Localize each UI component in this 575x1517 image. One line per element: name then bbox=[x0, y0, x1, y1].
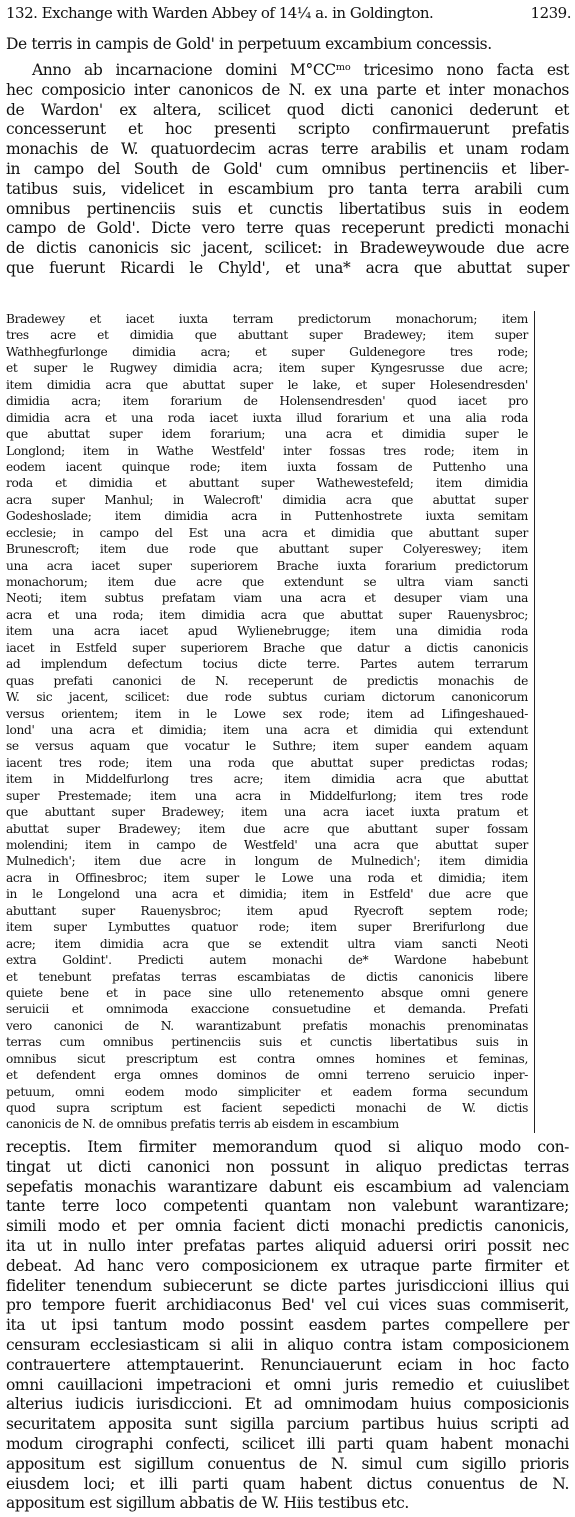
charter-text-upper bbox=[6, 61, 569, 279]
text-line: pro tempore fuerit archidiaconus Bed' vel cui vices suas commiserit, bbox=[6, 1296, 569, 1315]
bounds-line: et defendent erga omnes dominos de omni terreno seruicio inper- bbox=[6, 1068, 528, 1083]
text-line: tante terre loco competenti quantam non valebunt warantizare; bbox=[6, 1197, 569, 1216]
text-line: modum cirographi confecti, scilicet illi parti quam habent monachi bbox=[6, 1434, 569, 1453]
heading-title: 132. Exchange with Warden Abbey of 14¼ a. in Goldington. bbox=[6, 4, 434, 22]
bounds-line: Bradewey et iacet iuxta terram predictorum monachorum; item bbox=[6, 312, 528, 326]
charter-subtitle: De terris in campis de Gold' in perpetuum excambium concessis. bbox=[6, 35, 492, 53]
bounds-line: iacet in Estfeld super superiorem Brache que datur a dictis canonicis bbox=[6, 640, 528, 655]
bounds-line: iacent tres rode; item una roda que abuttat super predictas rodas; bbox=[6, 755, 528, 770]
bounds-line: Godeshoslade; item dimidia acra in Puttenhostrete iuxta semitam bbox=[6, 509, 528, 524]
text-line: securitatem apposita sunt sigilla parcium partibus huius scripti ad bbox=[6, 1415, 569, 1434]
text-line: campo de Gold'. Dicte vero terre quas receperunt predicti monachi bbox=[6, 219, 569, 238]
bounds-line: extra Goldint'. Predicti autem monachi de* Wardone habebunt bbox=[6, 953, 528, 968]
text-line: sepefatis monachis warantizare dabunt eis escambium ad valenciam bbox=[6, 1177, 569, 1196]
bounds-line: seruicii et omnimoda exaccione consuetudine et demanda. Prefati bbox=[6, 1002, 528, 1017]
text-line: Anno ab incarnacione domini M°CCᵐᵒ tricesimo nono facta est bbox=[32, 61, 569, 79]
text-line: appositum est sigillum conuentus de N. simul cum sigillo prioris bbox=[6, 1454, 569, 1473]
bounds-line: abuttant super Rauenysbroc; item apud Ryecroft septem rode; bbox=[6, 903, 528, 918]
bounds-line: et tenebunt prefatas terras escambiatas de dictis canonicis libere bbox=[6, 969, 528, 984]
text-line: eiusdem loci; et illi parti quam habent dictus conuentus de N. bbox=[6, 1474, 569, 1493]
bounds-line: acra et una roda; item dimidia acra que abuttat super Rauenysbroc; bbox=[6, 607, 528, 622]
text-line: concesserunt et hoc presenti scripto confirmauerunt prefatis bbox=[6, 120, 569, 139]
text-line: in campo del South de Gold' cum omnibus pertinenciis et liber- bbox=[6, 159, 569, 178]
bounds-line: que abuttant super Bradewey; item una acra iacet iuxta pratum et bbox=[6, 805, 528, 820]
bounds-line: Mulnedich'; item due acre in longum de Mulnedich'; item dimidia bbox=[6, 854, 528, 869]
bounds-line: acre; item dimidia acra que se extendit ultra viam sancti Neoti bbox=[6, 936, 528, 951]
text-line: simili modo et per omnia facient dicti monachi predictis canonicis, bbox=[6, 1217, 569, 1236]
text-line: de Wardon' ex altera, scilicet quod dicti canonici dederunt et bbox=[6, 100, 569, 119]
text-line: tingat ut dicti canonici non possunt in aliquo predictas terras bbox=[6, 1157, 569, 1176]
bounds-line: dimidia acra; item forarium de Holensendresden' quod iacet pro bbox=[6, 394, 528, 409]
bounds-line: acra in Offinesbroc; item super le Lowe una roda et dimidia; item bbox=[6, 870, 528, 885]
bounds-line: item una acra iacet apud Wylienebrugge; item una dimidia roda bbox=[6, 624, 528, 639]
text-line: omni cauillacioni impetracioni et omni juris remedio et cuiuslibet bbox=[6, 1375, 569, 1394]
text-line: ita ut ipsi tantum modo possint easdem partes compellere per bbox=[6, 1316, 569, 1335]
bounds-line: et super le Rugwey dimidia acra; item super Kyngesrusse due acre; bbox=[6, 361, 528, 376]
bounds-line: in le Longelond una acra et dimidia; item in Estfeld' due acre que bbox=[6, 887, 528, 902]
bounds-line: W. sic jacent, scilicet: due rode subtus curiam dictorum canonicorum bbox=[6, 690, 528, 705]
text-line: fideliter tenendum subiecerunt se dicte partes jurisdiccioni illius qui bbox=[6, 1276, 569, 1295]
text-line: de dictis canonicis sic jacent, scilicet: in Bradeweywoude due acre bbox=[6, 239, 569, 258]
bounds-line: vero canonici de N. warantizabunt prefatis monachis prenominatas bbox=[6, 1018, 528, 1033]
bounds-line: se versus aquam que vocatur le Suthre; item super eandem aquam bbox=[6, 739, 528, 754]
charter-text-lower bbox=[6, 1138, 569, 1514]
bounds-line: roda et dimidia et abuttant super Wathewestefeld; item dimidia bbox=[6, 476, 528, 491]
bounds-line: Brunescroft; item due rode que abuttant super Colyereswey; item bbox=[6, 542, 528, 557]
bounds-line: versus orientem; item in le Lowe sex rode; item ad Lifingeshaued- bbox=[6, 706, 528, 721]
text-line: que fuerunt Ricardi le Chyld', et una* acra que abuttat super bbox=[6, 258, 569, 277]
bounds-line: petuum, omni eodem modo simpliciter et eadem forma secundum bbox=[6, 1084, 528, 1099]
bounds-line: super Prestemade; item una acra in Middelfurlong; item tres rode bbox=[6, 788, 528, 803]
bounds-line: item dimidia acra que abuttat super le lake, et super Holesendresden' bbox=[6, 377, 528, 392]
bounds-line: abuttat super Bradewey; item due acre que abuttant super fossam bbox=[6, 821, 528, 836]
bounds-line: omnibus sicut prescriptum est contra omnes homines et feminas, bbox=[6, 1051, 528, 1066]
bounds-line: que abuttat super idem forarium; una acra et dimidia super le bbox=[6, 427, 528, 442]
bounds-line: acra super Manhul; in Walecroft' dimidia acra que abuttat super bbox=[6, 492, 528, 507]
bounds-line: ad implendum defectum tocius dicte terre. Partes autem terrarum bbox=[6, 657, 528, 672]
bounds-line: tres acre et dimidia que abuttant super Bradewey; item super bbox=[6, 328, 528, 343]
text-line: alterius iudicis iurisdiccioni. Et ad omnimodam huius composicionis bbox=[6, 1395, 569, 1414]
bounds-line: item in Middelfurlong tres acre; item dimidia acra que abuttat bbox=[6, 772, 528, 787]
text-line: tatibus suis, videlicet in escambium pro tanta terra arabili cum bbox=[6, 179, 569, 198]
text-line: contrauertere attemptauerint. Renunciauerunt eciam in hoc facto bbox=[6, 1355, 569, 1374]
text-line: hec composicio inter canonicos de N. ex una parte et inter monachos bbox=[6, 80, 569, 99]
charter-text-bounds-list bbox=[6, 311, 535, 1133]
bounds-line: terras cum omnibus pertinenciis suis et cunctis libertatibus suis in bbox=[6, 1035, 528, 1050]
text-line: receptis. Item firmiter memorandum quod si aliquo modo con- bbox=[6, 1138, 569, 1156]
bounds-line: quas prefati canonici de N. receperunt de predictis monachis de bbox=[6, 673, 528, 688]
bounds-line: item super Lymbuttes quatuor rode; item super Brerifurlong due bbox=[6, 920, 528, 935]
bounds-line: una acra iacet super superiorem Brache iuxta forarium predictorum bbox=[6, 558, 528, 573]
bounds-line: lond' una acra et dimidia; item una acra et dimidia qui extendunt bbox=[6, 722, 528, 737]
bounds-line: monachorum; item due acre que extendunt se ultra viam sancti bbox=[6, 575, 528, 589]
bounds-line: quiete bene et in pace sine ullo retenemento absque omni genere bbox=[6, 985, 528, 1000]
text-line: appositum est sigillum abbatis de W. Hiis testibus etc. bbox=[6, 1494, 409, 1513]
bounds-line: quod supra scriptum est facient sepedicti monachi de W. dictis bbox=[6, 1101, 528, 1115]
bounds-line: Wathhegfurlonge dimidia acra; et super Guldenegore tres rode; bbox=[6, 344, 528, 359]
text-line: ita ut in nullo inter prefatas partes aliquid aduersi oriri possit nec bbox=[6, 1236, 569, 1255]
bounds-line: dimidia acra et una roda iacet iuxta illud forarium et una alia roda bbox=[6, 410, 528, 425]
bounds-line: eodem iacent quinque rode; item iuxta fossam de Puttenho una bbox=[6, 459, 528, 474]
bounds-line: molendini; item in campo de Westfeld' una acra que abuttat super bbox=[6, 838, 528, 852]
text-line: omnibus pertinenciis suis et cunctis libertatibus suis in eodem bbox=[6, 199, 569, 218]
bounds-line: canonicis de N. de omnibus prefatis terris ab eisdem in escambium bbox=[6, 1117, 399, 1132]
text-line: monachis de W. quatuordecim acras terre arabilis et unam rodam bbox=[6, 140, 569, 159]
bounds-line: Neoti; item subtus prefatam viam una acra et desuper viam una bbox=[6, 591, 528, 606]
text-line: debeat. Ad hanc vero composicionem ex utraque parte firmiter et bbox=[6, 1256, 569, 1275]
text-line: censuram ecclesiasticam si alii in aliquo contra istam composicionem bbox=[6, 1335, 569, 1354]
heading-year: 1239. bbox=[530, 4, 571, 22]
bounds-line: Longlond; item in Wathe Westfeld' inter fossas tres rode; item in bbox=[6, 443, 528, 458]
bounds-line: ecclesie; in campo del Est una acra et dimidia que abuttant super bbox=[6, 525, 528, 540]
